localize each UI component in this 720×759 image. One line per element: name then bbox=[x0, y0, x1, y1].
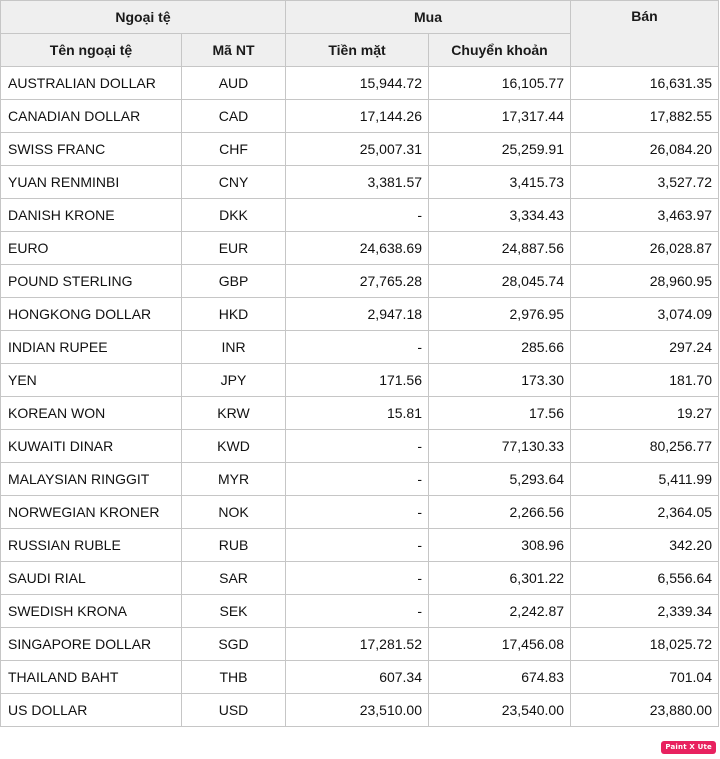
transfer-buy-cell: 674.83 bbox=[429, 661, 571, 694]
cash-buy-cell: - bbox=[286, 529, 429, 562]
cash-buy-cell: 25,007.31 bbox=[286, 133, 429, 166]
currency-name-cell: AUSTRALIAN DOLLAR bbox=[1, 67, 182, 100]
cash-buy-cell: - bbox=[286, 430, 429, 463]
transfer-buy-cell: 23,540.00 bbox=[429, 694, 571, 727]
sell-cell: 3,527.72 bbox=[571, 166, 719, 199]
transfer-buy-cell: 17,317.44 bbox=[429, 100, 571, 133]
transfer-buy-cell: 2,242.87 bbox=[429, 595, 571, 628]
sell-cell: 2,339.34 bbox=[571, 595, 719, 628]
currency-code-cell: CNY bbox=[182, 166, 286, 199]
table-row bbox=[1, 562, 719, 595]
currency-name-cell: MALAYSIAN RINGGIT bbox=[1, 463, 182, 496]
currency-code-cell: HKD bbox=[182, 298, 286, 331]
currency-name-cell: POUND STERLING bbox=[1, 265, 182, 298]
currency-code-cell: JPY bbox=[182, 364, 286, 397]
currency-code-cell: KWD bbox=[182, 430, 286, 463]
currency-name-cell: YEN bbox=[1, 364, 182, 397]
currency-code-cell: KRW bbox=[182, 397, 286, 430]
sell-cell: 181.70 bbox=[571, 364, 719, 397]
table-row bbox=[1, 133, 719, 166]
cash-buy-cell: - bbox=[286, 562, 429, 595]
table-row bbox=[1, 265, 719, 298]
currency-code-cell: INR bbox=[182, 331, 286, 364]
transfer-buy-cell: 17,456.08 bbox=[429, 628, 571, 661]
sell-cell: 26,028.87 bbox=[571, 232, 719, 265]
table-body bbox=[1, 67, 719, 727]
currency-code-cell: SGD bbox=[182, 628, 286, 661]
currency-code-cell: SEK bbox=[182, 595, 286, 628]
table-row bbox=[1, 100, 719, 133]
cash-buy-cell: 3,381.57 bbox=[286, 166, 429, 199]
table-row bbox=[1, 430, 719, 463]
cash-buy-cell: 2,947.18 bbox=[286, 298, 429, 331]
currency-name-cell: THAILAND BAHT bbox=[1, 661, 182, 694]
cash-buy-cell: - bbox=[286, 595, 429, 628]
cash-buy-cell: - bbox=[286, 463, 429, 496]
transfer-buy-cell: 5,293.64 bbox=[429, 463, 571, 496]
sell-cell: 2,364.05 bbox=[571, 496, 719, 529]
table-row bbox=[1, 397, 719, 430]
cash-buy-cell: 15.81 bbox=[286, 397, 429, 430]
cash-buy-cell: 171.56 bbox=[286, 364, 429, 397]
transfer-buy-cell: 17.56 bbox=[429, 397, 571, 430]
transfer-buy-cell: 173.30 bbox=[429, 364, 571, 397]
currency-code-cell: USD bbox=[182, 694, 286, 727]
currency-name-cell: US DOLLAR bbox=[1, 694, 182, 727]
currency-name-cell: SINGAPORE DOLLAR bbox=[1, 628, 182, 661]
cash-buy-cell: 27,765.28 bbox=[286, 265, 429, 298]
sell-cell: 17,882.55 bbox=[571, 100, 719, 133]
transfer-buy-cell: 2,266.56 bbox=[429, 496, 571, 529]
table-row bbox=[1, 628, 719, 661]
currency-code-cell: NOK bbox=[182, 496, 286, 529]
table-row bbox=[1, 331, 719, 364]
cash-buy-cell: 15,944.72 bbox=[286, 67, 429, 100]
sell-cell: 23,880.00 bbox=[571, 694, 719, 727]
transfer-buy-cell: 3,415.73 bbox=[429, 166, 571, 199]
transfer-buy-cell: 77,130.33 bbox=[429, 430, 571, 463]
table-row bbox=[1, 694, 719, 727]
header-cash: Tiền mặt bbox=[286, 34, 429, 67]
currency-name-cell: SWEDISH KRONA bbox=[1, 595, 182, 628]
currency-code-cell: EUR bbox=[182, 232, 286, 265]
cash-buy-cell: 17,281.52 bbox=[286, 628, 429, 661]
currency-code-cell: DKK bbox=[182, 199, 286, 232]
currency-name-cell: HONGKONG DOLLAR bbox=[1, 298, 182, 331]
currency-name-cell: KOREAN WON bbox=[1, 397, 182, 430]
header-sell: Bán bbox=[571, 1, 719, 67]
sell-cell: 16,631.35 bbox=[571, 67, 719, 100]
cash-buy-cell: - bbox=[286, 496, 429, 529]
table-row bbox=[1, 463, 719, 496]
currency-code-cell: SAR bbox=[182, 562, 286, 595]
sell-cell: 19.27 bbox=[571, 397, 719, 430]
transfer-buy-cell: 308.96 bbox=[429, 529, 571, 562]
cash-buy-cell: - bbox=[286, 331, 429, 364]
transfer-buy-cell: 28,045.74 bbox=[429, 265, 571, 298]
currency-name-cell: RUSSIAN RUBLE bbox=[1, 529, 182, 562]
header-currency-group: Ngoại tệ bbox=[1, 1, 286, 34]
header-currency-name: Tên ngoại tệ bbox=[1, 34, 182, 67]
sell-cell: 5,411.99 bbox=[571, 463, 719, 496]
currency-code-cell: CAD bbox=[182, 100, 286, 133]
sell-cell: 28,960.95 bbox=[571, 265, 719, 298]
currency-name-cell: DANISH KRONE bbox=[1, 199, 182, 232]
sell-cell: 80,256.77 bbox=[571, 430, 719, 463]
watermark-logo: Paint X Ute bbox=[661, 741, 716, 754]
table-row bbox=[1, 364, 719, 397]
sell-cell: 297.24 bbox=[571, 331, 719, 364]
transfer-buy-cell: 2,976.95 bbox=[429, 298, 571, 331]
currency-code-cell: THB bbox=[182, 661, 286, 694]
sell-cell: 701.04 bbox=[571, 661, 719, 694]
header-buy-group: Mua bbox=[286, 1, 571, 34]
currency-code-cell: CHF bbox=[182, 133, 286, 166]
table-header bbox=[1, 1, 719, 67]
currency-name-cell: CANADIAN DOLLAR bbox=[1, 100, 182, 133]
header-group-row bbox=[1, 1, 719, 34]
header-currency-code: Mã NT bbox=[182, 34, 286, 67]
currency-name-cell: INDIAN RUPEE bbox=[1, 331, 182, 364]
sell-cell: 26,084.20 bbox=[571, 133, 719, 166]
table-row bbox=[1, 496, 719, 529]
cash-buy-cell: 24,638.69 bbox=[286, 232, 429, 265]
sell-cell: 3,463.97 bbox=[571, 199, 719, 232]
sell-cell: 342.20 bbox=[571, 529, 719, 562]
currency-name-cell: KUWAITI DINAR bbox=[1, 430, 182, 463]
table-row bbox=[1, 595, 719, 628]
table-row bbox=[1, 298, 719, 331]
transfer-buy-cell: 3,334.43 bbox=[429, 199, 571, 232]
table-row bbox=[1, 199, 719, 232]
cash-buy-cell: 607.34 bbox=[286, 661, 429, 694]
currency-name-cell: SWISS FRANC bbox=[1, 133, 182, 166]
currency-name-cell: EURO bbox=[1, 232, 182, 265]
currency-code-cell: AUD bbox=[182, 67, 286, 100]
sell-cell: 3,074.09 bbox=[571, 298, 719, 331]
cash-buy-cell: 17,144.26 bbox=[286, 100, 429, 133]
table-row bbox=[1, 661, 719, 694]
transfer-buy-cell: 285.66 bbox=[429, 331, 571, 364]
table-row bbox=[1, 529, 719, 562]
table-row bbox=[1, 166, 719, 199]
table-row bbox=[1, 67, 719, 100]
transfer-buy-cell: 16,105.77 bbox=[429, 67, 571, 100]
transfer-buy-cell: 25,259.91 bbox=[429, 133, 571, 166]
currency-code-cell: RUB bbox=[182, 529, 286, 562]
transfer-buy-cell: 24,887.56 bbox=[429, 232, 571, 265]
sell-cell: 18,025.72 bbox=[571, 628, 719, 661]
currency-name-cell: SAUDI RIAL bbox=[1, 562, 182, 595]
currency-code-cell: GBP bbox=[182, 265, 286, 298]
currency-name-cell: NORWEGIAN KRONER bbox=[1, 496, 182, 529]
header-transfer: Chuyển khoản bbox=[429, 34, 571, 67]
cash-buy-cell: - bbox=[286, 199, 429, 232]
currency-code-cell: MYR bbox=[182, 463, 286, 496]
table-row bbox=[1, 232, 719, 265]
transfer-buy-cell: 6,301.22 bbox=[429, 562, 571, 595]
currency-name-cell: YUAN RENMINBI bbox=[1, 166, 182, 199]
cash-buy-cell: 23,510.00 bbox=[286, 694, 429, 727]
sell-cell: 6,556.64 bbox=[571, 562, 719, 595]
